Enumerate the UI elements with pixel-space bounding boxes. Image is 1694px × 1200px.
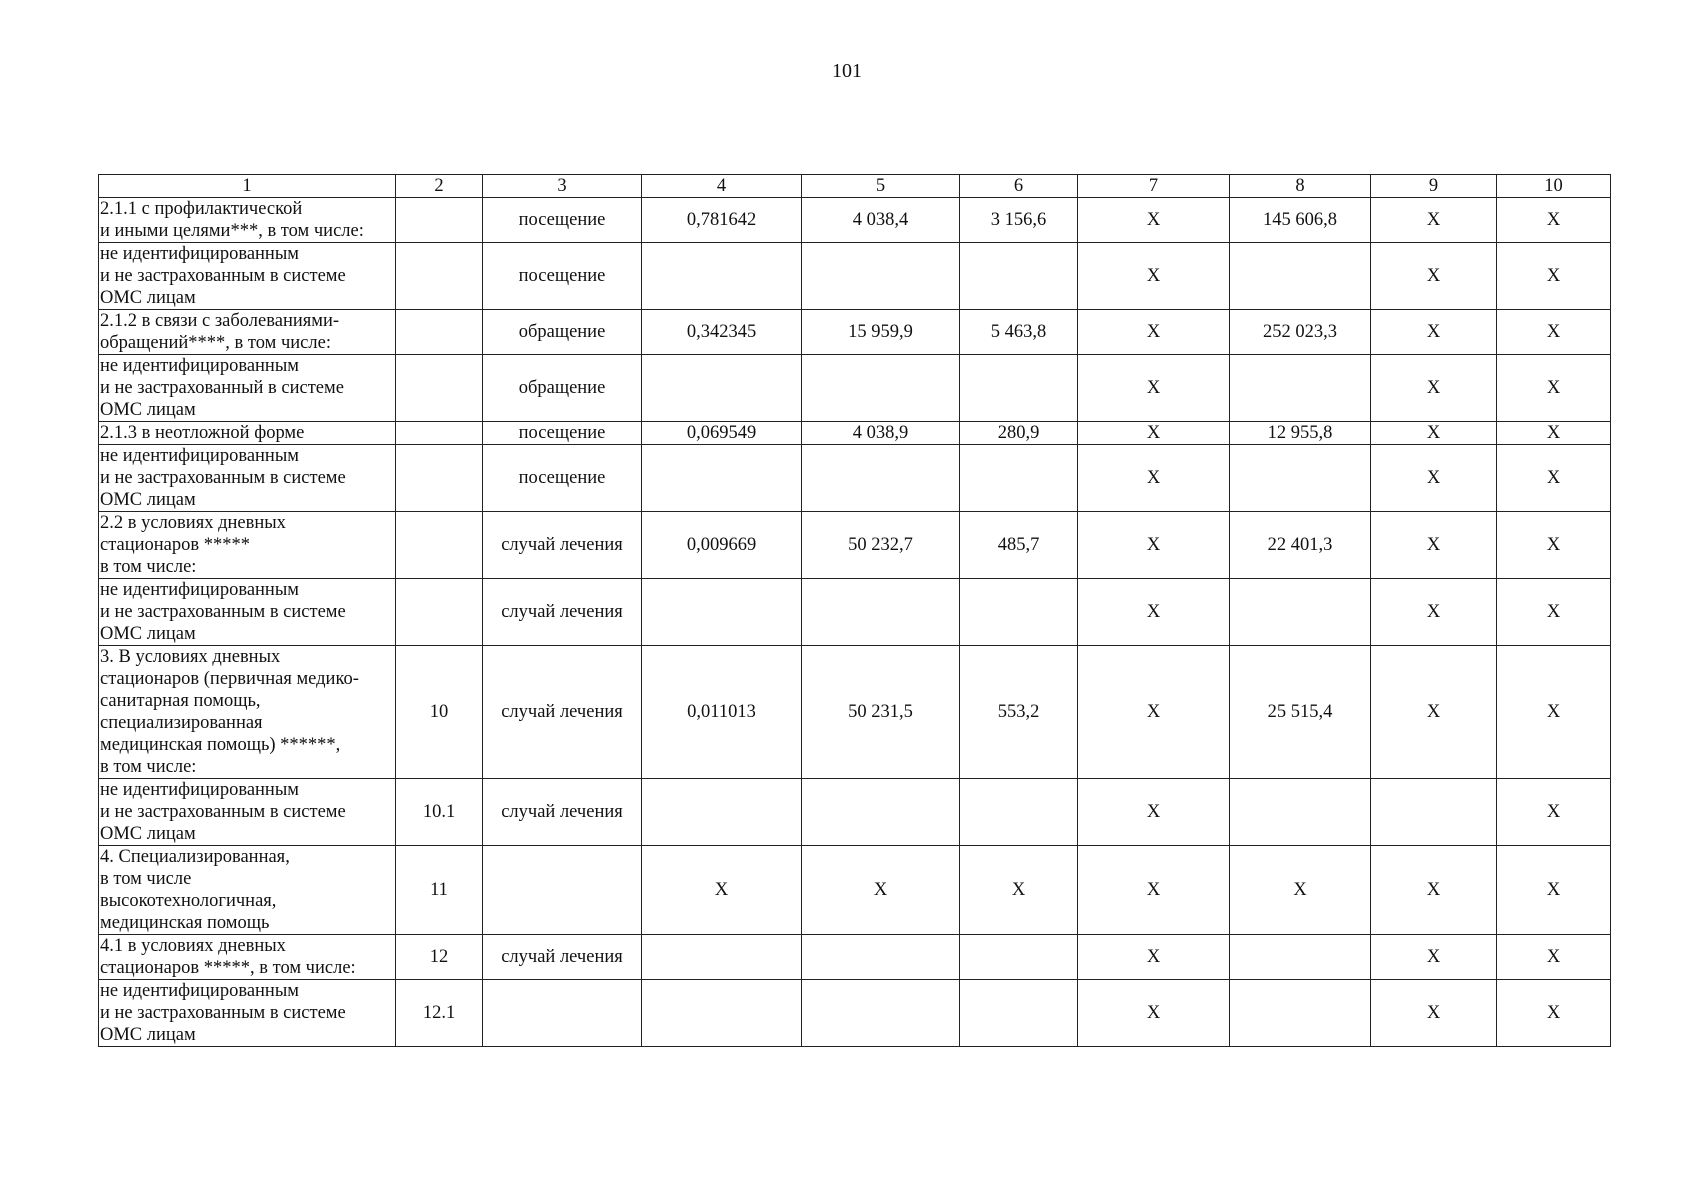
- table-row: [99, 512, 1611, 579]
- row-number-cell: [396, 422, 483, 445]
- col-5-cell: 50 231,5: [802, 646, 960, 779]
- header-row: [99, 175, 1611, 198]
- col-8-cell: [1230, 779, 1371, 846]
- col-7-cell: Х: [1078, 980, 1230, 1047]
- col-6-cell: [960, 935, 1078, 980]
- col-7-cell: Х: [1078, 646, 1230, 779]
- row-number-cell: [396, 243, 483, 310]
- col-10-cell: Х: [1497, 579, 1611, 646]
- col-6-cell: [960, 579, 1078, 646]
- col-8-cell: Х: [1230, 846, 1371, 935]
- row-name-cell: 4. Специализированная, в том числе высокотехнологичная, медицинская помощь: [99, 846, 396, 935]
- col-7-cell: Х: [1078, 512, 1230, 579]
- header-cell: 3: [483, 175, 642, 198]
- col-9-cell: Х: [1371, 355, 1497, 422]
- row-unit-cell: [483, 980, 642, 1047]
- table-row: [99, 646, 1611, 779]
- col-10-cell: Х: [1497, 779, 1611, 846]
- col-7-cell: Х: [1078, 198, 1230, 243]
- row-name-cell: не идентифицированным и не застрахованным в системе ОМС лицам: [99, 243, 396, 310]
- col-8-cell: [1230, 935, 1371, 980]
- col-10-cell: Х: [1497, 512, 1611, 579]
- header-cell: 6: [960, 175, 1078, 198]
- header-cell: 10: [1497, 175, 1611, 198]
- col-6-cell: 485,7: [960, 512, 1078, 579]
- col-10-cell: Х: [1497, 422, 1611, 445]
- col-5-cell: [802, 579, 960, 646]
- col-5-cell: [802, 445, 960, 512]
- col-6-cell: [960, 445, 1078, 512]
- col-9-cell: [1371, 779, 1497, 846]
- col-5-cell: [802, 779, 960, 846]
- col-5-cell: 15 959,9: [802, 310, 960, 355]
- header-cell: 7: [1078, 175, 1230, 198]
- col-4-cell: 0,342345: [642, 310, 802, 355]
- col-4-cell: [642, 445, 802, 512]
- table-row: [99, 935, 1611, 980]
- col-7-cell: Х: [1078, 579, 1230, 646]
- row-unit-cell: случай лечения: [483, 779, 642, 846]
- col-9-cell: Х: [1371, 512, 1497, 579]
- row-number-cell: [396, 445, 483, 512]
- col-5-cell: [802, 355, 960, 422]
- col-6-cell: 553,2: [960, 646, 1078, 779]
- col-6-cell: Х: [960, 846, 1078, 935]
- table-row: [99, 779, 1611, 846]
- row-unit-cell: случай лечения: [483, 646, 642, 779]
- header-cell: 8: [1230, 175, 1371, 198]
- col-6-cell: [960, 779, 1078, 846]
- row-unit-cell: посещение: [483, 445, 642, 512]
- col-5-cell: Х: [802, 846, 960, 935]
- col-8-cell: [1230, 355, 1371, 422]
- col-8-cell: 25 515,4: [1230, 646, 1371, 779]
- row-name-cell: 3. В условиях дневных стационаров (первичная медико- санитарная помощь, специализированная медицинская помощь) ******, в том числе:: [99, 646, 396, 779]
- row-name-cell: не идентифицированным и не застрахованным в системе ОМС лицам: [99, 980, 396, 1047]
- col-5-cell: [802, 243, 960, 310]
- col-4-cell: [642, 243, 802, 310]
- row-number-cell: [396, 198, 483, 243]
- col-4-cell: 0,781642: [642, 198, 802, 243]
- table-row: [99, 355, 1611, 422]
- row-number-cell: [396, 310, 483, 355]
- row-name-cell: не идентифицированным и не застрахованный в системе ОМС лицам: [99, 355, 396, 422]
- col-7-cell: Х: [1078, 846, 1230, 935]
- header-cell: 1: [99, 175, 396, 198]
- row-unit-cell: обращение: [483, 310, 642, 355]
- col-7-cell: Х: [1078, 422, 1230, 445]
- row-unit-cell: случай лечения: [483, 579, 642, 646]
- header-cell: 5: [802, 175, 960, 198]
- row-unit-cell: случай лечения: [483, 935, 642, 980]
- data-table: [98, 174, 1611, 1047]
- col-10-cell: Х: [1497, 198, 1611, 243]
- row-name-cell: не идентифицированным и не застрахованным в системе ОМС лицам: [99, 445, 396, 512]
- table-row: [99, 310, 1611, 355]
- col-9-cell: Х: [1371, 935, 1497, 980]
- col-4-cell: [642, 935, 802, 980]
- col-8-cell: 12 955,8: [1230, 422, 1371, 445]
- row-unit-cell: посещение: [483, 198, 642, 243]
- table-row: [99, 243, 1611, 310]
- col-8-cell: [1230, 243, 1371, 310]
- col-9-cell: Х: [1371, 198, 1497, 243]
- col-10-cell: Х: [1497, 355, 1611, 422]
- col-7-cell: Х: [1078, 355, 1230, 422]
- col-6-cell: 280,9: [960, 422, 1078, 445]
- page-number: 101: [832, 60, 862, 82]
- row-number-cell: [396, 512, 483, 579]
- col-5-cell: 4 038,9: [802, 422, 960, 445]
- col-10-cell: Х: [1497, 846, 1611, 935]
- row-number-cell: [396, 579, 483, 646]
- col-6-cell: 5 463,8: [960, 310, 1078, 355]
- col-10-cell: Х: [1497, 980, 1611, 1047]
- col-9-cell: Х: [1371, 243, 1497, 310]
- col-7-cell: Х: [1078, 445, 1230, 512]
- table-row: [99, 579, 1611, 646]
- col-4-cell: [642, 779, 802, 846]
- col-7-cell: Х: [1078, 935, 1230, 980]
- col-10-cell: Х: [1497, 243, 1611, 310]
- row-number-cell: 12.1: [396, 980, 483, 1047]
- row-name-cell: 4.1 в условиях дневных стационаров *****, в том числе:: [99, 935, 396, 980]
- table-row: [99, 445, 1611, 512]
- row-number-cell: 10: [396, 646, 483, 779]
- col-8-cell: 252 023,3: [1230, 310, 1371, 355]
- col-9-cell: Х: [1371, 646, 1497, 779]
- header-cell: 4: [642, 175, 802, 198]
- row-number-cell: 10.1: [396, 779, 483, 846]
- col-4-cell: Х: [642, 846, 802, 935]
- row-unit-cell: посещение: [483, 422, 642, 445]
- row-name-cell: 2.1.3 в неотложной форме: [99, 422, 396, 445]
- col-10-cell: Х: [1497, 310, 1611, 355]
- row-number-cell: [396, 355, 483, 422]
- col-7-cell: Х: [1078, 243, 1230, 310]
- col-6-cell: [960, 980, 1078, 1047]
- row-number-cell: 12: [396, 935, 483, 980]
- col-6-cell: [960, 355, 1078, 422]
- header-cell: 2: [396, 175, 483, 198]
- col-4-cell: [642, 980, 802, 1047]
- col-6-cell: [960, 243, 1078, 310]
- col-8-cell: 22 401,3: [1230, 512, 1371, 579]
- col-9-cell: Х: [1371, 422, 1497, 445]
- col-10-cell: Х: [1497, 646, 1611, 779]
- col-4-cell: 0,069549: [642, 422, 802, 445]
- header-cell: 9: [1371, 175, 1497, 198]
- col-8-cell: [1230, 445, 1371, 512]
- col-10-cell: Х: [1497, 445, 1611, 512]
- col-9-cell: Х: [1371, 980, 1497, 1047]
- col-9-cell: Х: [1371, 579, 1497, 646]
- row-name-cell: 2.1.1 с профилактической и иными целями***, в том числе:: [99, 198, 396, 243]
- row-unit-cell: случай лечения: [483, 512, 642, 579]
- col-9-cell: Х: [1371, 310, 1497, 355]
- row-name-cell: 2.1.2 в связи с заболеваниями- обращений****, в том числе:: [99, 310, 396, 355]
- row-name-cell: не идентифицированным и не застрахованным в системе ОМС лицам: [99, 779, 396, 846]
- col-8-cell: 145 606,8: [1230, 198, 1371, 243]
- col-4-cell: 0,011013: [642, 646, 802, 779]
- col-8-cell: [1230, 980, 1371, 1047]
- col-4-cell: [642, 579, 802, 646]
- col-8-cell: [1230, 579, 1371, 646]
- col-7-cell: Х: [1078, 779, 1230, 846]
- row-number-cell: 11: [396, 846, 483, 935]
- col-10-cell: Х: [1497, 935, 1611, 980]
- table-row: [99, 198, 1611, 243]
- row-name-cell: не идентифицированным и не застрахованным в системе ОМС лицам: [99, 579, 396, 646]
- table-row: [99, 846, 1611, 935]
- col-5-cell: [802, 935, 960, 980]
- col-4-cell: [642, 355, 802, 422]
- col-7-cell: Х: [1078, 310, 1230, 355]
- row-name-cell: 2.2 в условиях дневных стационаров ***** в том числе:: [99, 512, 396, 579]
- col-4-cell: 0,009669: [642, 512, 802, 579]
- col-6-cell: 3 156,6: [960, 198, 1078, 243]
- col-9-cell: Х: [1371, 445, 1497, 512]
- row-unit-cell: [483, 846, 642, 935]
- col-5-cell: 4 038,4: [802, 198, 960, 243]
- col-5-cell: 50 232,7: [802, 512, 960, 579]
- row-unit-cell: посещение: [483, 243, 642, 310]
- col-9-cell: Х: [1371, 846, 1497, 935]
- table-row: [99, 422, 1611, 445]
- col-5-cell: [802, 980, 960, 1047]
- table-row: [99, 980, 1611, 1047]
- row-unit-cell: обращение: [483, 355, 642, 422]
